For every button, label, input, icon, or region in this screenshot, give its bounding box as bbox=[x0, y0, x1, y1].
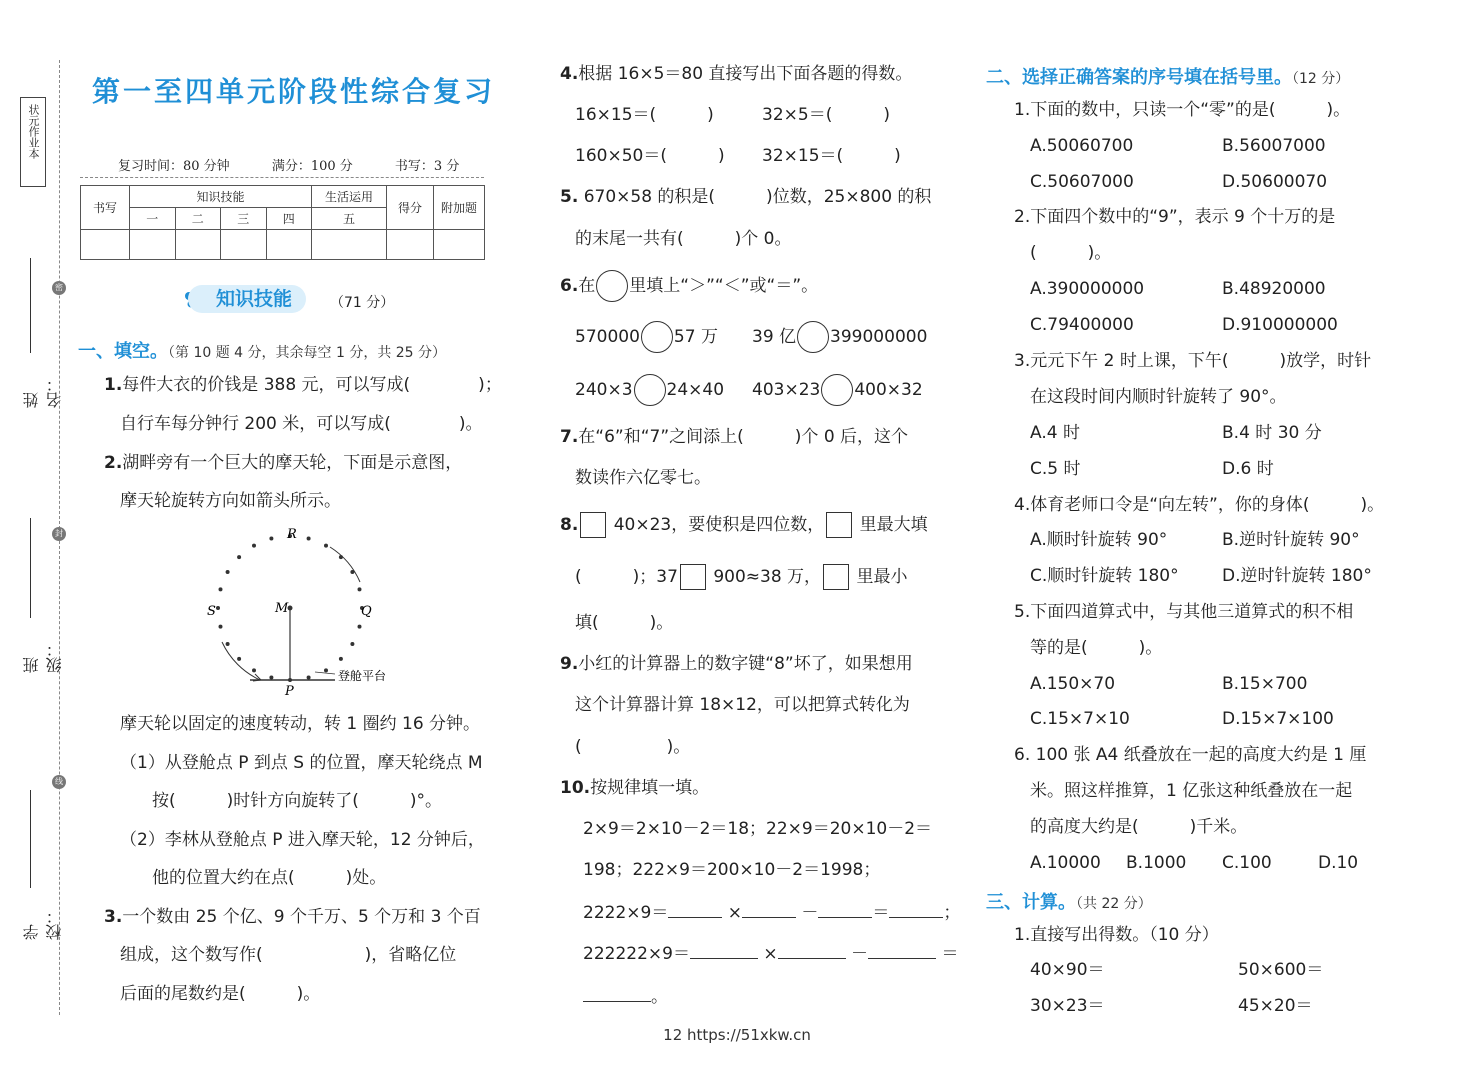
q9-number: 9. bbox=[560, 654, 579, 674]
q9-line-b: 这个计算器计算 18×12，可以把算式转化为 bbox=[575, 695, 910, 715]
part3-title: 三、计算。 bbox=[986, 892, 1076, 913]
part2-title: 二、选择正确答案的序号填在括号里。 bbox=[986, 67, 1292, 88]
platform-pointer bbox=[315, 672, 335, 674]
score-col-score: 得分 bbox=[387, 186, 434, 230]
p2-q2-opt-b[interactable]: B.48920000 bbox=[1222, 279, 1326, 299]
p2-q5-opt-c[interactable]: C.15×7×10 bbox=[1030, 709, 1130, 729]
wheel-seat bbox=[226, 642, 230, 646]
q6-d-right: 400×32 bbox=[854, 380, 923, 400]
writing-score: 书写：3 分 bbox=[394, 159, 460, 174]
q10-c-equals: ＝ bbox=[872, 903, 890, 923]
score-col-life: 生活运用 bbox=[312, 186, 387, 208]
part2-note: （12 分） bbox=[1292, 71, 1350, 87]
score-sub-1: 一 bbox=[130, 208, 176, 230]
q8-text-b3: 里最小 bbox=[856, 567, 908, 587]
score-input-5[interactable] bbox=[312, 230, 387, 260]
p2-q4-opt-d[interactable]: D.逆时针旋转 180° bbox=[1222, 566, 1372, 586]
q6-d-left: 403×23 bbox=[752, 380, 821, 400]
page-title: 第一至四单元阶段性综合复习 bbox=[92, 75, 496, 108]
q3-number: 3. bbox=[104, 907, 123, 927]
p2-q1-opt-d[interactable]: D.50600070 bbox=[1222, 172, 1328, 192]
q10-d-equals: ＝ bbox=[941, 944, 959, 964]
p2-q5-b: 等的是( )。 bbox=[1030, 638, 1163, 658]
wheel-seat bbox=[216, 606, 220, 610]
q5-number: 5. bbox=[560, 187, 579, 207]
page-footer: 12 https://51xkw.cn bbox=[663, 1026, 811, 1044]
compare-circle-d[interactable] bbox=[821, 374, 853, 406]
label-Q: Q bbox=[361, 604, 372, 619]
q8-text-b2: 900≈38 万， bbox=[713, 567, 822, 587]
rotation-arrow-icon bbox=[330, 547, 360, 582]
q2-number: 2. bbox=[104, 453, 123, 473]
p2-q1: 1.下面的数中，只读一个“零”的是( )。 bbox=[1014, 100, 1351, 120]
q6-c-right: 24×40 bbox=[666, 380, 725, 400]
score-input-1[interactable] bbox=[130, 230, 176, 260]
p2-q6-opt-d[interactable]: D.10 bbox=[1318, 853, 1359, 873]
q2-line-a bbox=[104, 452, 462, 474]
score-input-2[interactable] bbox=[175, 230, 221, 260]
p2-q2-opt-a[interactable]: A.390000000 bbox=[1030, 279, 1145, 299]
wheel-seat bbox=[237, 657, 241, 661]
p2-q6-b: 米。照这样推算，1 亿张这种纸叠放在一起 bbox=[1030, 781, 1353, 801]
wheel-seat bbox=[252, 668, 256, 672]
score-input-total[interactable] bbox=[387, 230, 434, 260]
score-input-bonus[interactable] bbox=[434, 230, 485, 260]
p2-q1-opt-a[interactable]: A.50060700 bbox=[1030, 136, 1134, 156]
q10-c-lead: 2222×9＝ bbox=[583, 903, 669, 923]
q6-b-left: 39 亿 bbox=[752, 327, 797, 347]
q8-text-b1: ( )；37 bbox=[575, 567, 678, 587]
q8-line-a bbox=[560, 512, 928, 538]
q5-text-a: 670×58 的积是( )位数，25×800 的积 bbox=[578, 187, 932, 207]
score-sub-4: 四 bbox=[266, 208, 312, 230]
score-col-knowledge: 知识技能 bbox=[130, 186, 312, 208]
wheel-seat bbox=[339, 657, 343, 661]
p2-q2-opt-c[interactable]: C.79400000 bbox=[1030, 315, 1134, 335]
q1-line-b: 自行车每分钟行 200 米，可以写成( )。 bbox=[120, 414, 483, 434]
q10-text: 按规律填一填。 bbox=[590, 778, 710, 798]
wheel-seat bbox=[237, 555, 241, 559]
q8-text-a2: 里最大填 bbox=[859, 515, 928, 535]
q10-line bbox=[560, 777, 709, 799]
wheel-seat bbox=[226, 570, 230, 574]
school-field[interactable] bbox=[18, 790, 64, 940]
book-label-box bbox=[20, 97, 46, 187]
q6-c-left: 240×3 bbox=[575, 380, 633, 400]
q1-number: 1. bbox=[104, 375, 123, 395]
p2-q3-opt-c[interactable]: C.5 时 bbox=[1030, 459, 1081, 479]
q10-line-e bbox=[583, 985, 668, 1008]
q8-box-1[interactable] bbox=[580, 512, 606, 538]
name-label: 姓名： bbox=[22, 376, 64, 408]
part1-heading bbox=[78, 337, 446, 363]
q4-line bbox=[560, 63, 912, 85]
q6-a-right: 57 万 bbox=[673, 327, 718, 347]
q7-line-b: 数读作六亿零七。 bbox=[575, 468, 711, 488]
wheel-seat bbox=[350, 642, 354, 646]
p3-item-2[interactable]: 50×600＝ bbox=[1238, 960, 1324, 980]
q10-d-blank-3[interactable] bbox=[868, 942, 936, 959]
label-platform: 登舱平台 bbox=[338, 669, 387, 683]
label-R: R bbox=[287, 527, 297, 542]
p2-q4-opt-b[interactable]: B.逆时针旋转 90° bbox=[1222, 530, 1360, 550]
name-field[interactable] bbox=[18, 258, 64, 408]
compare-circle-b[interactable] bbox=[797, 321, 829, 353]
p2-q3-opt-b[interactable]: B.4 时 30 分 bbox=[1222, 423, 1322, 443]
q9-line-c: ( )。 bbox=[575, 737, 691, 757]
q4-b[interactable]: 32×5＝( ) bbox=[762, 105, 890, 125]
q10-c-blank-2[interactable] bbox=[742, 901, 796, 918]
wheel-seat bbox=[307, 537, 311, 541]
q10-c-times: × bbox=[727, 903, 742, 923]
q6-c bbox=[575, 374, 724, 406]
p2-q4: 4.体育老师口令是“向左转”，你的身体( )。 bbox=[1014, 495, 1385, 515]
q2-line-b: 摩天轮旋转方向如箭头所示。 bbox=[120, 491, 341, 511]
p2-q1-opt-b[interactable]: B.56007000 bbox=[1222, 136, 1326, 156]
q10-d-lead: 222222×9＝ bbox=[583, 944, 690, 964]
q10-e-period: 。 bbox=[651, 987, 668, 1007]
p2-q3-a: 3.元元下午 2 时上课，下午( )放学，时针 bbox=[1014, 351, 1372, 371]
q10-line-a: 2×9＝2×10－2＝18；22×9＝20×10－2＝ bbox=[583, 819, 933, 839]
q3-line-a bbox=[104, 906, 481, 928]
q10-c-blank-4[interactable] bbox=[889, 901, 943, 918]
wheel-seat bbox=[219, 587, 223, 591]
q8-line-c: 填( )。 bbox=[575, 613, 674, 633]
wheel-seat bbox=[324, 544, 328, 548]
p2-q6-opt-c[interactable]: C.100 bbox=[1222, 853, 1272, 873]
q7-number: 7. bbox=[560, 427, 579, 447]
q9-text-a: 小红的计算器上的数字键“8”坏了，如果想用 bbox=[578, 654, 913, 674]
rotation-arrow-lower-icon bbox=[222, 642, 260, 680]
p2-q3-opt-d[interactable]: D.6 时 bbox=[1222, 459, 1274, 479]
q2-line-c: 摩天轮以固定的速度转动，转 1 圈约 16 分钟。 bbox=[120, 714, 481, 734]
q2-1-line-b: 按( )时针方向旋转了( )°。 bbox=[152, 791, 443, 811]
label-S: S bbox=[207, 604, 216, 619]
seal-mark-2: 封 bbox=[52, 527, 66, 541]
q10-line-b: 198；222×9＝200×10－2＝1998； bbox=[583, 860, 881, 880]
p2-q3-b: 在这段时间内顺时针旋转了 90°。 bbox=[1030, 387, 1287, 407]
wheel-seat bbox=[269, 676, 273, 680]
p2-q5-opt-b[interactable]: B.15×700 bbox=[1222, 674, 1308, 694]
p3-item-3[interactable]: 30×23＝ bbox=[1030, 996, 1105, 1016]
p2-q5-opt-a[interactable]: A.150×70 bbox=[1030, 674, 1116, 694]
q3-text-a: 一个数由 25 个亿、9 个千万、5 个万和 3 个百 bbox=[122, 907, 481, 927]
p2-q4-opt-a[interactable]: A.顺时针旋转 90° bbox=[1030, 530, 1168, 550]
wheel-seat bbox=[324, 668, 328, 672]
score-sub-3: 三 bbox=[221, 208, 267, 230]
q6-b bbox=[752, 321, 927, 353]
p2-q2-opt-d[interactable]: D.910000000 bbox=[1222, 315, 1338, 335]
score-input-writing[interactable] bbox=[81, 230, 130, 260]
q8-box-4[interactable] bbox=[823, 564, 849, 590]
q10-d-times: × bbox=[763, 944, 778, 964]
score-sub-5: 五 bbox=[312, 208, 387, 230]
compare-circle-c[interactable] bbox=[634, 374, 666, 406]
review-time: 复习时间：80 分钟 bbox=[118, 159, 230, 174]
part1-note: （第 10 题 4 分，其余每空 1 分，共 25 分） bbox=[168, 345, 447, 361]
wheel-seat bbox=[358, 587, 362, 591]
p2-q6-c: 的高度大约是( )千米。 bbox=[1030, 817, 1248, 837]
q3-line-c: 后面的尾数约是( )。 bbox=[120, 984, 321, 1004]
wheel-seat bbox=[252, 544, 256, 548]
q3-line-b: 组成，这个数写作( )，省略亿位 bbox=[120, 945, 457, 965]
q10-d-blank-2[interactable] bbox=[778, 942, 846, 959]
seal-mark-1: 密 bbox=[52, 281, 66, 295]
p2-q2-a: 2.下面四个数中的“9”，表示 9 个十万的是 bbox=[1014, 207, 1336, 227]
q2-2-line-a: （2）李林从登舱点 P 进入摩天轮，12 分钟后， bbox=[120, 830, 485, 850]
q6-b-right: 399000000 bbox=[830, 327, 928, 347]
q6-number: 6. bbox=[560, 276, 579, 296]
p2-q2-b: ( )。 bbox=[1030, 243, 1112, 263]
q4-c[interactable]: 160×50＝( ) bbox=[575, 146, 725, 166]
full-score: 满分：100 分 bbox=[271, 159, 353, 174]
q8-line-b bbox=[575, 564, 907, 590]
p2-q5-opt-d[interactable]: D.15×7×100 bbox=[1222, 709, 1334, 729]
p2-q4-opt-c[interactable]: C.顺时针旋转 180° bbox=[1030, 566, 1179, 586]
p2-q3-opt-a[interactable]: A.4 时 bbox=[1030, 423, 1080, 443]
score-input-3[interactable] bbox=[221, 230, 267, 260]
q10-number: 10. bbox=[560, 778, 591, 798]
part2-heading bbox=[986, 63, 1349, 89]
q8-text-a1: 40×23，要使积是四位数， bbox=[613, 515, 825, 535]
q6-a bbox=[575, 321, 718, 353]
score-col-writing: 书写 bbox=[81, 186, 130, 230]
score-col-bonus: 附加题 bbox=[434, 186, 485, 230]
q10-c-semicolon: ； bbox=[943, 903, 961, 923]
q6-a-left: 570000 bbox=[575, 327, 640, 347]
score-input-4[interactable] bbox=[266, 230, 312, 260]
q2-text-a: 湖畔旁有一个巨大的摩天轮，下面是示意图， bbox=[122, 453, 463, 473]
score-table bbox=[80, 185, 485, 260]
ferris-wheel-diagram bbox=[195, 520, 415, 700]
q2-1-line-a: （1）从登舱点 P 到点 S 的位置，摩天轮绕点 M bbox=[120, 753, 483, 773]
q5-line-a bbox=[560, 186, 931, 208]
label-P: P bbox=[285, 684, 294, 699]
p2-q5-a: 5.下面四道算式中，与其他三道算式的积不相 bbox=[1014, 602, 1354, 622]
wheel-seat bbox=[219, 625, 223, 629]
p3-q1: 1.直接写出得数。（10 分） bbox=[1014, 925, 1219, 945]
p3-item-4[interactable]: 45×20＝ bbox=[1238, 996, 1313, 1016]
part1-title: 一、填空。 bbox=[78, 341, 168, 362]
q8-box-3[interactable] bbox=[680, 564, 706, 590]
score-sub-2: 二 bbox=[175, 208, 221, 230]
q6-post: 里填上“＞”“＜”或“＝”。 bbox=[629, 276, 819, 296]
q1-text-a: 每件大衣的价钱是 388 元，可以写成( )； bbox=[122, 375, 502, 395]
q6-line bbox=[560, 270, 818, 302]
q6-pre: 在 bbox=[578, 276, 596, 296]
q5-line-b: 的末尾一共有( )个 0。 bbox=[575, 229, 792, 249]
wheel-seat bbox=[307, 676, 311, 680]
q10-c-blank-1[interactable] bbox=[668, 901, 722, 918]
wheel-seat bbox=[358, 625, 362, 629]
seal-mark-3: 线 bbox=[52, 775, 66, 789]
class-label: 班级： bbox=[22, 641, 64, 673]
p2-q6-opt-a[interactable]: A.10000 bbox=[1030, 853, 1101, 873]
compare-circle-example bbox=[596, 270, 628, 302]
p2-q6-opt-b[interactable]: B.1000 bbox=[1126, 853, 1187, 873]
compare-circle-a[interactable] bbox=[641, 321, 673, 353]
q10-d-minus: － bbox=[851, 944, 869, 964]
q10-d-blank-1[interactable] bbox=[690, 942, 758, 959]
q8-box-2[interactable] bbox=[826, 512, 852, 538]
q2-2-line-b: 他的位置大约在点( )处。 bbox=[152, 868, 387, 888]
part3-heading bbox=[986, 888, 1152, 914]
q4-a[interactable]: 16×15＝( ) bbox=[575, 105, 714, 125]
school-label: 学校： bbox=[22, 908, 64, 940]
section-badge: 知识技能 bbox=[188, 285, 306, 313]
class-field[interactable] bbox=[18, 518, 64, 673]
q7-line-a bbox=[560, 426, 908, 448]
q8-number: 8. bbox=[560, 515, 579, 535]
part3-note: （共 22 分） bbox=[1076, 896, 1152, 912]
p3-item-1[interactable]: 40×90＝ bbox=[1030, 960, 1105, 980]
exam-info bbox=[118, 155, 459, 174]
wheel-seat bbox=[269, 537, 273, 541]
q10-e-blank[interactable] bbox=[583, 985, 651, 1002]
q10-line-c bbox=[583, 901, 960, 924]
q4-d[interactable]: 32×15＝( ) bbox=[762, 146, 901, 166]
label-M: M bbox=[275, 601, 289, 616]
q6-d bbox=[752, 374, 923, 406]
q1-line-a bbox=[104, 374, 502, 396]
info-divider bbox=[80, 177, 484, 178]
section-badge-points: （71 分） bbox=[330, 295, 395, 311]
q9-line-a bbox=[560, 653, 913, 675]
q7-text-a: 在“6”和“7”之间添上( )个 0 后，这个 bbox=[578, 427, 909, 447]
p2-q6-a: 6. 100 张 A4 纸叠放在一起的高度大约是 1 厘 bbox=[1014, 745, 1367, 765]
q10-line-d bbox=[583, 942, 958, 965]
book-label: 状元作业本 bbox=[27, 104, 40, 159]
p2-q1-opt-c[interactable]: C.50607000 bbox=[1030, 172, 1134, 192]
q4-number: 4. bbox=[560, 64, 579, 84]
q10-c-blank-3[interactable] bbox=[818, 901, 872, 918]
q4-text: 根据 16×5＝80 直接写出下面各题的得数。 bbox=[578, 64, 913, 84]
q10-c-minus: － bbox=[801, 903, 819, 923]
